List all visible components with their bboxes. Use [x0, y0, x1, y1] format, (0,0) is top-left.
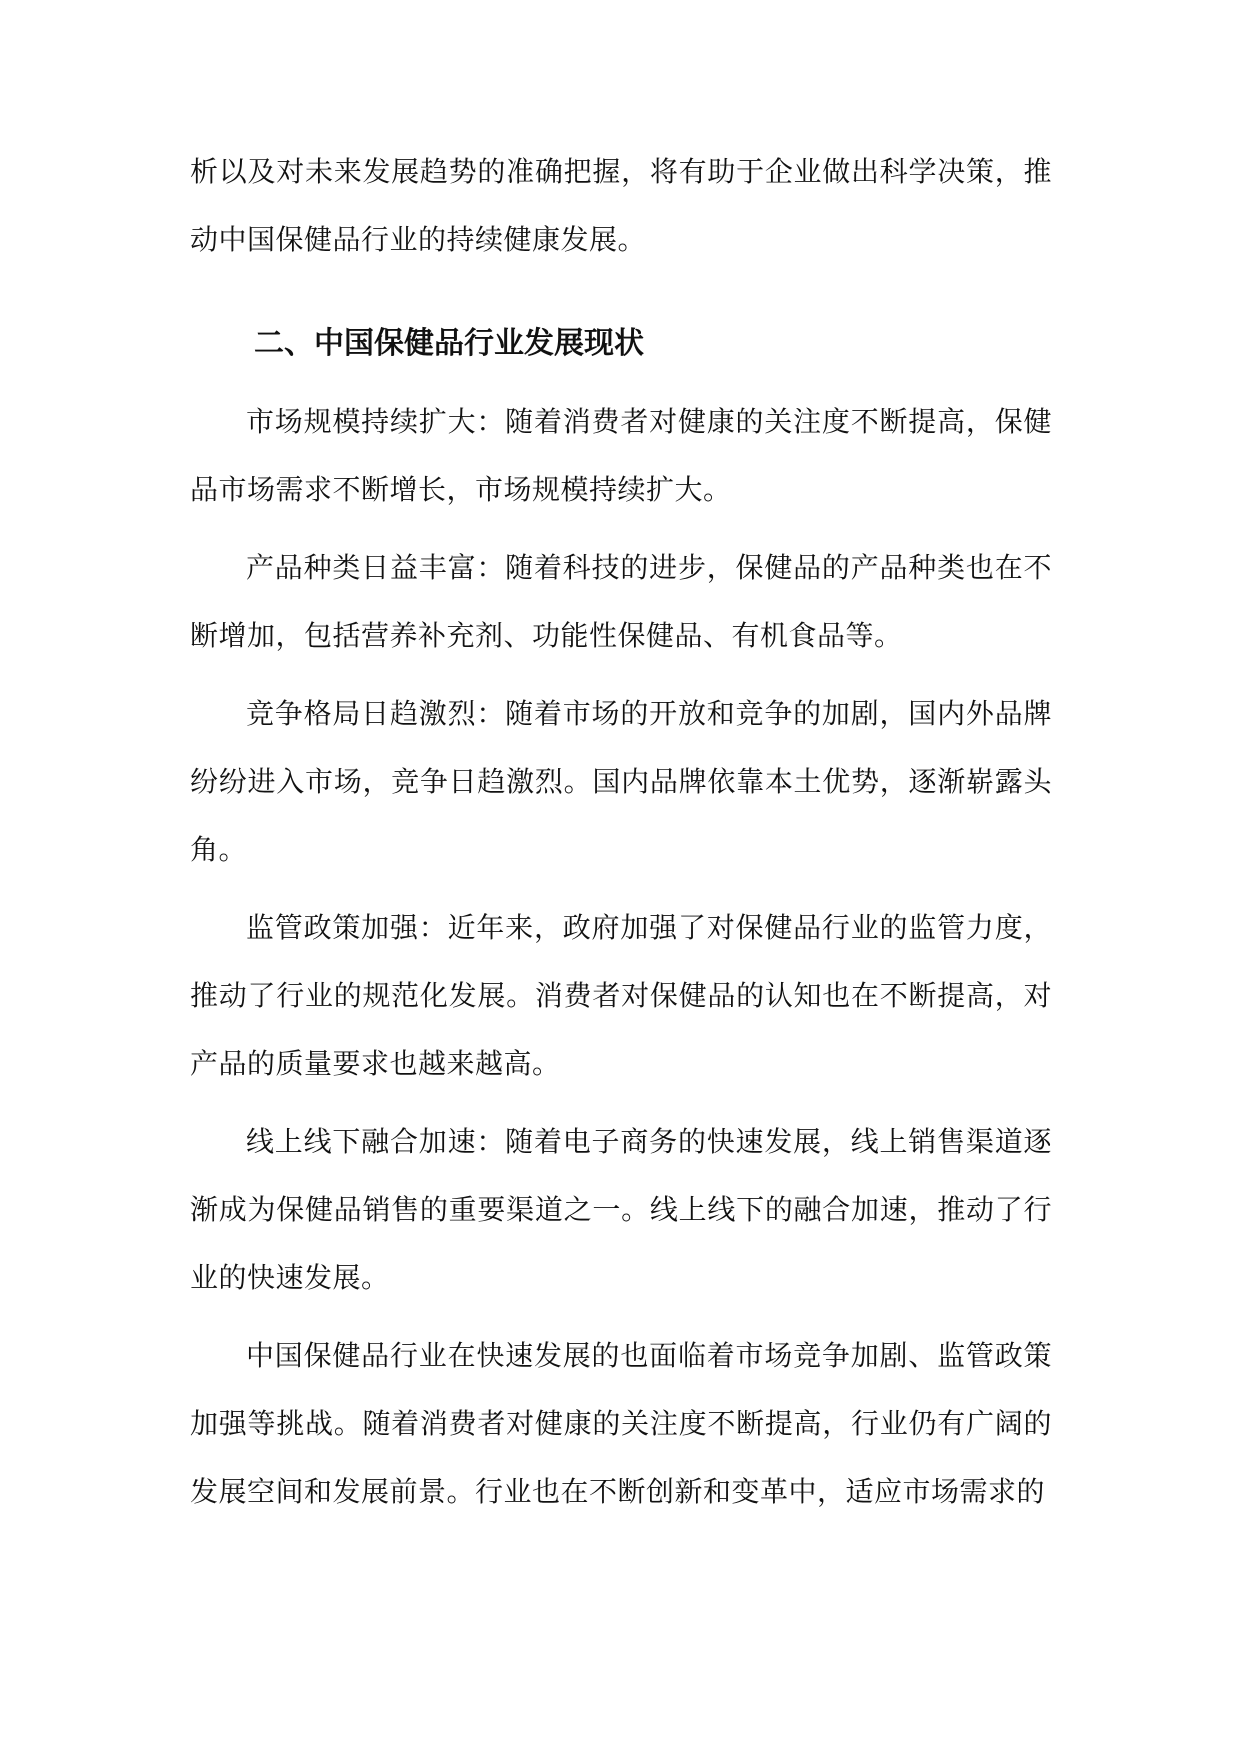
document-body: [190, 138, 1052, 1536]
paragraph-online-offline: 线上线下融合加速：随着电子商务的快速发展，线上销售渠道逐渐成为保健品销售的重要渠道之一。线上线下的融合加速，推动了行业的快速发展。: [190, 1125, 1052, 1294]
paragraph-product-variety: 产品种类日益丰富：随着科技的进步，保健品的产品种类也在不断增加，包括营养补充剂、功能性保健品、有机食品等。: [190, 551, 1052, 652]
paragraph-competition: 竞争格局日趋激烈：随着市场的开放和竞争的加剧，国内外品牌纷纷进入市场，竞争日趋激烈。国内品牌依靠本土优势，逐渐崭露头角。: [190, 697, 1052, 866]
section-heading: 二、中国保健品行业发展现状: [254, 326, 644, 361]
paragraph-regulation: 监管政策加强：近年来，政府加强了对保健品行业的监管力度，推动了行业的规范化发展。消费者对保健品的认知也在不断提高，对产品的质量要求也越来越高。: [190, 911, 1052, 1080]
paragraph-summary: 中国保健品行业在快速发展的也面临着市场竞争加剧、监管政策加强等挑战。随着消费者对健康的关注度不断提高，行业仍有广阔的发展空间和发展前景。行业也在不断创新和变革中，适应市场需求的: [190, 1339, 1052, 1508]
paragraph-market-scale: 市场规模持续扩大：随着消费者对健康的关注度不断提高，保健品市场需求不断增长，市场规模持续扩大。: [190, 405, 1052, 506]
intro-paragraph: 析以及对未来发展趋势的准确把握，将有助于企业做出科学决策，推动中国保健品行业的持续健康发展。: [190, 155, 1052, 256]
